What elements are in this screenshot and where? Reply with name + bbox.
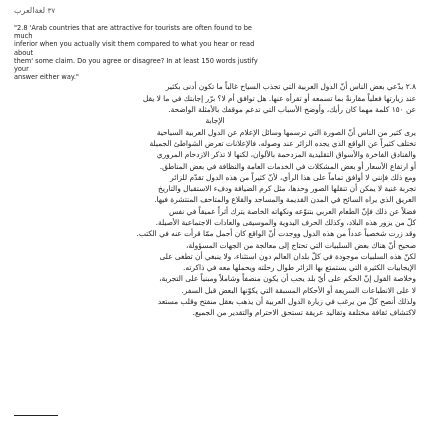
arabic-line: تختلف كثيراً عن الواقع الذي يجده الزائر عند وصوله، فالإعلانات تعرض الشواطئ الجميلة (149, 138, 416, 148)
arabic-line: تجربة غنية لا يمكن أن تنقلها الصور وحدها، مثل كرم الضيافة ودفء الاستقبال والتاريخ (158, 184, 416, 194)
arabic-line: عند زيارتها فعلياً مقارنةً بما تسمعه أو تقرأه عنها. هل توافق أم لا؟ برّر إجابتك في ما لا يقل (142, 93, 416, 103)
english-prompt (14, 24, 264, 81)
arabic-line: وقد زرت شخصياً عدداً من هذه الدول ووجدت أنّ الواقع كان أجمل ممّا قرأت عنه في الكتب. (136, 229, 416, 239)
arabic-body (14, 81, 416, 318)
arabic-line: وخلاصة القول إنّ الحكم على أيّ بلد يجب أن يكون منصفاً وشاملاً ومبنياً على التجربة، (159, 274, 416, 284)
english-line: answer either way." (14, 73, 79, 82)
arabic-line: ولذلك أنصح كلّ من يرغب في زيارة الدول العربية أن يذهب بعقل منفتح وقلب مستعد (157, 297, 416, 307)
page-number: ٣٧ (47, 7, 56, 15)
running-head: لغةالعرب (14, 6, 46, 15)
answer-heading: الإجابة (205, 116, 225, 126)
arabic-line: العريق الذي يراه السائح في المدن القديمة والمساجد والقلاع والمتاحف المنتشرة فيها. (154, 195, 416, 205)
arabic-line: أو ارتفاع الأسعار أو بعض المشكلات في الخدمات العامة والنظافة في بعض المناطق. (159, 161, 416, 171)
arabic-line: لا على الانطباعات السريعة أو الأحكام المسبقة التي يكوّنها البعض قبل السفر. (181, 285, 416, 295)
footer-rule (14, 415, 58, 416)
arabic-line: فضلاً عن ذلك فإنّ الطعام العربي بتنوّعه ونكهاته الخاصة يترك أثراً عميقاً في نفس (168, 206, 416, 216)
arabic-line: كلّ من يزور هذه البلاد، وكذلك الحرف اليدوية والموسيقى والعادات الاجتماعية الأصيلة. (155, 217, 416, 227)
arabic-line: الإيجابيات الكثيرة التي يستمتع بها الزائر طوال رحلته ويحملها معه في ذاكرته. (183, 263, 416, 273)
arabic-line: لكنّ هذه السلبيات موجودة في كلّ بلدان العالم دون استثناء، ولا ينبغي أن تطغى على (159, 251, 416, 261)
arabic-line: ومع ذلك فإنني لا أوافق تماماً على هذا الرأي، لأنّ كثيراً من هذه الدول تقدّم للزائر (170, 172, 416, 182)
english-line: them' some claim. Do you agree or disagree? In at least 150 words justify your (14, 56, 258, 74)
arabic-line: والفنادق الفاخرة والأسواق التقليدية المزدحمة بالألوان، لكنها لا تذكر الازدحام المروري (156, 150, 416, 160)
arabic-line: لاكتشاف ثقافة مختلفة وتقاليد عريقة تستحق الاحترام والتقدير من الجميع. (192, 308, 416, 318)
arabic-line: صحيح أنّ هناك بعض السلبيات التي تحتاج إلى معالجة من الجهات المسؤولة، (186, 240, 416, 250)
arabic-line: عن ١٥٠ كلمة مهما كان رأيك، وأوضح الأسباب التي تدعم موقفك بالأمثلة الواضحة. (168, 105, 416, 115)
english-line: inferior when you actually visit them compared to what you hear or read about (14, 40, 255, 57)
english-line: "2.8 'Arab countries that are attractive for tourists are often found to be much (14, 24, 252, 41)
arabic-line: ٢.٨ يدّعي بعض الناس أنّ الدول العربية التي تجذب السياح غالباً ما تكون أدنى بكثير (165, 82, 416, 92)
page-header (14, 6, 416, 22)
arabic-line: يرى كثير من الناس أنّ الصورة التي ترسمها وسائل الإعلام عن الدول العربية السياحية (156, 127, 416, 137)
